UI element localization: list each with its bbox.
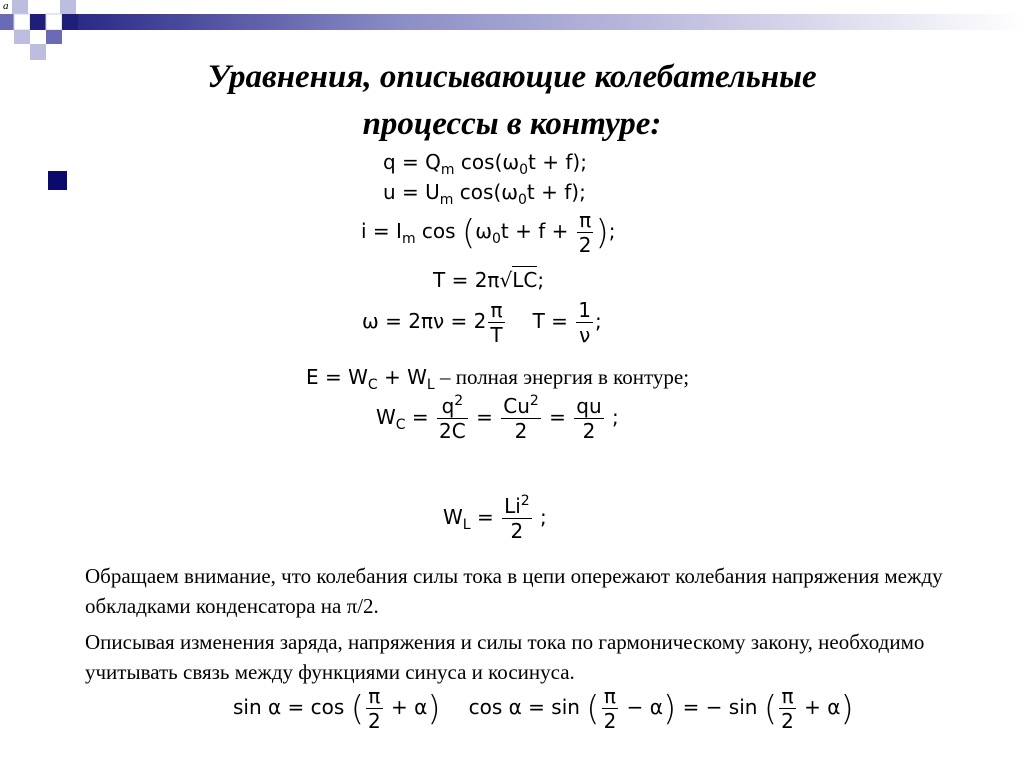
slide-title-line1: Уравнения, описывающие колебательные — [207, 59, 817, 95]
bullet-square — [48, 171, 67, 190]
trig-identities: sin α = cos ( $\frac{\pi}{2}$ + α) cos α = sin ( $\frac{\pi}{2}$ − α) = − sin ( $\frac{\pi}{2}$ + α) — [233, 684, 854, 733]
decorative-header — [0, 0, 1024, 62]
slide-title-line2: процессы в контуре: — [362, 106, 662, 142]
deco-square — [30, 14, 46, 30]
corner-mark: a — [3, 0, 9, 12]
paragraph-sin-cos-note: Описывая изменения заряда, напряжения и силы тока по гармоническому закону, необходимо учитывать связь между функциями синуса и косинуса. — [85, 630, 925, 684]
deco-square — [46, 14, 62, 30]
formula-period: T = 2π√LC; — [433, 268, 545, 292]
formula-charge: $q = Q_m$ $\cos(\omega_0t + f)$; — [383, 150, 587, 178]
paragraph-phase-note: Обращаем внимание, что колебания силы тока в цепи опережают колебания напряжения между обкладками конденсатора на π/2. — [85, 564, 943, 618]
deco-square — [14, 14, 30, 30]
formula-capacitor-energy: $W_C$ = $\frac{q^2}{2C}$ = $\frac{Cu^2}{2}$ = $\frac{qu}{2}$ ; — [376, 393, 619, 443]
deco-square — [14, 30, 30, 44]
formula-voltage: $u = U_m$ $\cos(\omega_0t + f)$; — [383, 180, 586, 208]
formula-total-energy: $E = W_C + W_L$ – полная энергия в контуре; — [306, 365, 690, 393]
formula-inductor-energy: $W_L$ = $\frac{Li^2}{2}$ ; — [443, 493, 547, 543]
deco-square — [0, 14, 14, 30]
deco-square — [46, 30, 62, 44]
header-gradient-bar — [78, 14, 1024, 30]
formula-current: $i = I_m$ $\cos (\omega_0t + f$ + $\frac{\pi}{2}$ ); — [361, 208, 616, 257]
formula-angular-frequency: ω = 2πν = 2 $\frac{\pi}{T}$ T = $\frac{1}{\nu}$ ; — [362, 298, 602, 347]
deco-square — [62, 14, 78, 30]
